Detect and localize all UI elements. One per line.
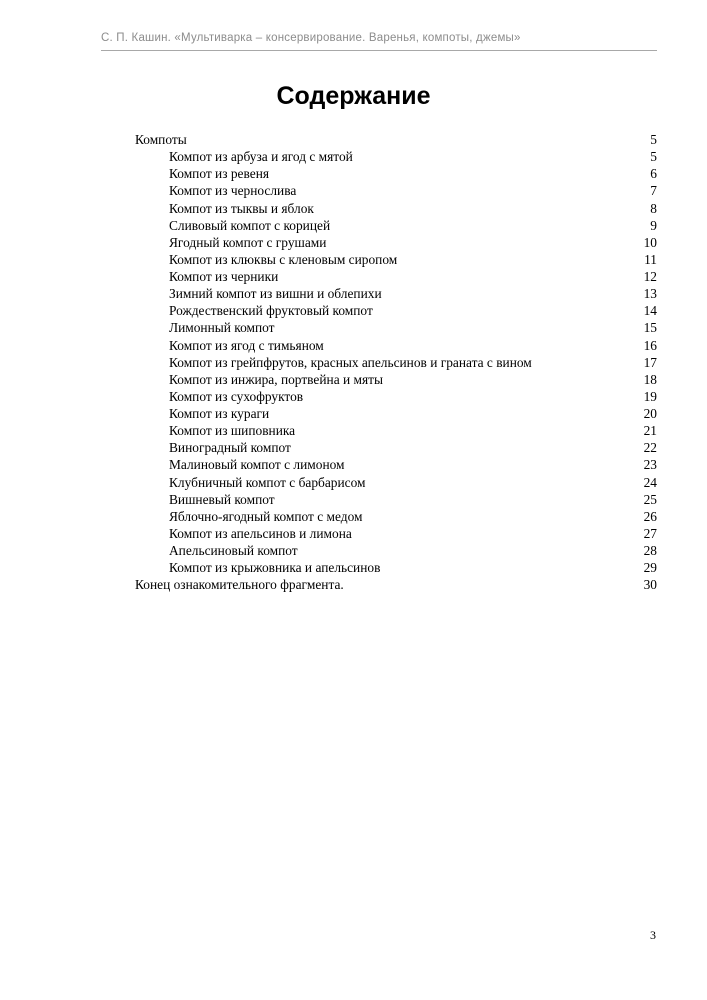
- toc-entry[interactable]: [135, 148, 657, 165]
- toc-entry-title: Компот из клюквы с кленовым сиропом: [169, 251, 398, 267]
- toc-entry-title: Компот из крыжовника и апельсинов: [169, 560, 381, 576]
- toc-entry-page: 10: [643, 234, 657, 250]
- toc-entry-title: Компот из ревеня: [169, 166, 270, 182]
- toc-entry-page: 24: [643, 474, 657, 490]
- toc-entry[interactable]: [135, 268, 657, 285]
- toc-entry[interactable]: [135, 165, 657, 182]
- toc-entry[interactable]: [135, 439, 657, 456]
- toc-entry-page: 15: [643, 320, 657, 336]
- toc-entry[interactable]: [135, 576, 657, 593]
- toc-entry-title: Компот из тыквы и яблок: [169, 200, 314, 216]
- toc-entry-page: 21: [643, 423, 657, 439]
- toc-entry-page: 9: [650, 217, 657, 233]
- toc-entry-title: Рождественский фруктовый компот: [169, 303, 373, 319]
- toc-entry-title: Лимонный компот: [169, 320, 275, 336]
- toc-entry-page: 28: [643, 543, 657, 558]
- toc-entry-title: Конец ознакомительного фрагмента.: [135, 577, 344, 593]
- toc-entry-page: 16: [643, 337, 657, 353]
- toc-entry-page: 19: [643, 388, 657, 404]
- toc-entry-title: Компот из грейпфрутов, красных апельсинов и граната с вином: [169, 354, 532, 370]
- toc-entry-page: 25: [643, 491, 657, 507]
- toc-entry-title: Компот из инжира, портвейна и мяты: [169, 371, 383, 387]
- toc-entry-page: 12: [643, 269, 657, 284]
- toc-entry-page: 13: [643, 286, 657, 302]
- toc-entry-page: 29: [643, 560, 657, 576]
- toc-entry-title: Зимний компот из вишни и облепихи: [169, 286, 382, 302]
- toc-entry[interactable]: [135, 559, 657, 576]
- running-head: С. П. Кашин. «Мультиварка – консервирование. Варенья, компоты, джемы»: [101, 32, 521, 44]
- toc-entry-title: Компоты: [135, 132, 187, 147]
- header-rule: [101, 50, 657, 51]
- toc-entry-title: Апельсиновый компот: [169, 543, 298, 558]
- toc-entry[interactable]: [135, 131, 657, 148]
- page-number: 3: [650, 928, 656, 942]
- toc-entry-page: 23: [643, 457, 657, 473]
- toc-entry[interactable]: [135, 525, 657, 542]
- toc-entry-page: 22: [643, 440, 657, 456]
- toc-entry-page: 20: [643, 406, 657, 421]
- toc-entry-title: Виноградный компот: [169, 440, 291, 456]
- toc-entry[interactable]: [135, 474, 657, 491]
- toc-entry[interactable]: [135, 234, 657, 251]
- toc-entry-page: 5: [650, 149, 657, 165]
- toc-entry-page: 11: [644, 251, 657, 267]
- toc-entry-page: 30: [643, 577, 657, 593]
- toc-entry[interactable]: [135, 422, 657, 439]
- toc-entry-title: Компот из арбуза и ягод с мятой: [169, 149, 353, 165]
- toc-entry[interactable]: [135, 456, 657, 473]
- toc-entry-title: Компот из сухофруктов: [169, 388, 304, 404]
- toc-entry[interactable]: [135, 388, 657, 405]
- toc-entry[interactable]: [135, 285, 657, 302]
- toc-entry-page: 18: [643, 371, 657, 387]
- toc-entry-title: Сливовый компот с корицей: [169, 217, 331, 233]
- toc-entry-title: Компот из апельсинов и лимона: [169, 525, 352, 541]
- toc-entry-title: Малиновый компот с лимоном: [169, 457, 345, 473]
- toc-entry-page: 14: [643, 303, 657, 319]
- toc-entry[interactable]: [135, 182, 657, 199]
- toc-entry[interactable]: [135, 405, 657, 422]
- toc-entry-page: 26: [643, 508, 657, 524]
- toc-entry-title: Вишневый компот: [169, 491, 275, 507]
- toc-entry[interactable]: [135, 217, 657, 234]
- toc-entry-title: Компот из черники: [169, 269, 279, 284]
- table-of-contents: [135, 131, 657, 593]
- toc-entry[interactable]: [135, 371, 657, 388]
- toc-entry-title: Компот из ягод с тимьяном: [169, 337, 324, 353]
- toc-entry-page: 6: [650, 166, 657, 182]
- toc-entry-page: 8: [650, 200, 657, 216]
- toc-entry-title: Ягодный компот с грушами: [169, 234, 327, 250]
- toc-entry[interactable]: [135, 200, 657, 217]
- toc-entry-page: 27: [643, 525, 657, 541]
- toc-entry-title: Компот из чернослива: [169, 183, 297, 199]
- toc-entry[interactable]: [135, 251, 657, 268]
- toc-entry[interactable]: [135, 319, 657, 336]
- toc-entry[interactable]: [135, 508, 657, 525]
- toc-entry-page: 5: [650, 132, 657, 147]
- toc-entry-title: Компот из шиповника: [169, 423, 296, 439]
- page-title: Содержание: [276, 82, 431, 110]
- toc-entry[interactable]: [135, 491, 657, 508]
- toc-entry-page: 17: [643, 354, 657, 370]
- toc-entry-page: 7: [650, 183, 657, 199]
- toc-entry[interactable]: [135, 542, 657, 559]
- toc-entry-title: Компот из кураги: [169, 406, 270, 421]
- toc-entry[interactable]: [135, 354, 657, 371]
- toc-entry-title: Клубничный компот с барбарисом: [169, 474, 366, 490]
- toc-entry-title: Яблочно-ягодный компот с медом: [169, 508, 363, 524]
- toc-entry[interactable]: [135, 302, 657, 319]
- toc-entry[interactable]: [135, 337, 657, 354]
